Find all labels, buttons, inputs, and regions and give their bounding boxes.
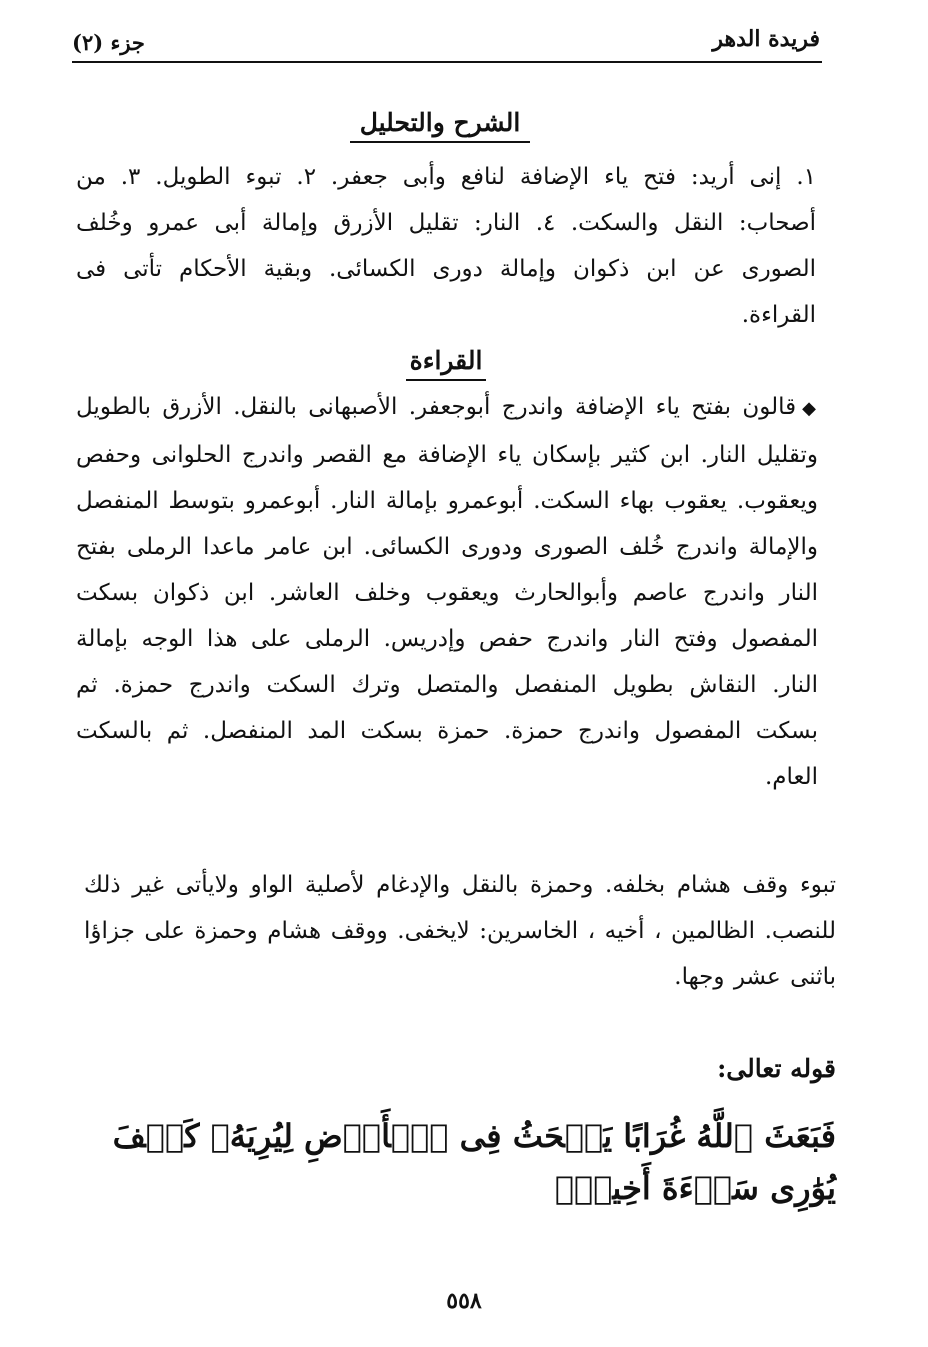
paragraph-qiraa-text: قالون بفتح ياء الإضافة واندرج أبوجعفر. الأصبهانى بالنقل. الأزرق بالطويل وتقليل النار. ابن كثير بإسكان ياء الإضافة مع القصر واندرج الحلوانى وحفص ويعقوب. يعقوب بهاء السكت. أبوعمرو بإمالة النار. أبوعمرو بتوسط المنفصل والإمالة واندرج خُلف الصورى ودورى الكسائى. ابن عامر ماعدا الرملى بفتح النار واندرج عاصم وأبوالحارث ويعقوب وخلف العاشر. ابن ذكوان بسكت المفصول وفتح النار واندرج حفص وإدريس. الرملى على هذا الوجه بإمالة النار. النقاش بطويل المنفصل والمتصل وترك السكت واندرج حمزة. ثم بسكت المفصول واندرج حمزة. حمزة بسكت المد المنفصل. ثم بالسكت العام.: [76, 394, 818, 790]
paragraph-sharh: ١. إنى أريد: فتح ياء الإضافة لنافع وأبى جعفر. ٢. تبوء الطويل. ٣. من أصحاب: النقل والسكت. ٤. النار: تقليل الأزرق وإمالة أبى عمرو وخُلف الصورى عن ابن ذكوان وإمالة دورى الكسائى. وبقية الأحكام تأتى فى القراءة.: [76, 164, 816, 328]
header-rule: [72, 61, 822, 63]
heading-qiraa: القراءة: [406, 346, 486, 381]
paragraph-qiraa: [76, 384, 818, 800]
running-header-part: جزء (٢): [72, 30, 145, 55]
verse-intro: قوله تعالى:: [717, 1054, 836, 1083]
diamond-bullet-icon: ◆: [802, 398, 819, 419]
page-number: ٥٥٨: [446, 1288, 482, 1314]
running-header-title: فريدة الدهر: [712, 26, 820, 52]
quran-verse: فَبَعَثَ ٱللَّهُ غُرَابًا يَبۡحَثُ فِى ٱلۡأَرۡضِ لِيُرِيَهُۥ كَيۡفَ يُوَٰرِى سَوۡءَةَ أَخِيهِۚ: [112, 1117, 836, 1207]
paragraph-notes: تبوء وقف هشام بخلفه. وحمزة بالنقل والإدغام لأصلية الواو ولايأتى غير ذلك للنصب. الظالمين ، أخيه ، الخاسرين: لايخفى. ووقف هشام وحمزة على جزاؤا باثنى عشر وجها.: [84, 872, 836, 990]
heading-sharh: الشرح والتحليل: [350, 108, 530, 143]
